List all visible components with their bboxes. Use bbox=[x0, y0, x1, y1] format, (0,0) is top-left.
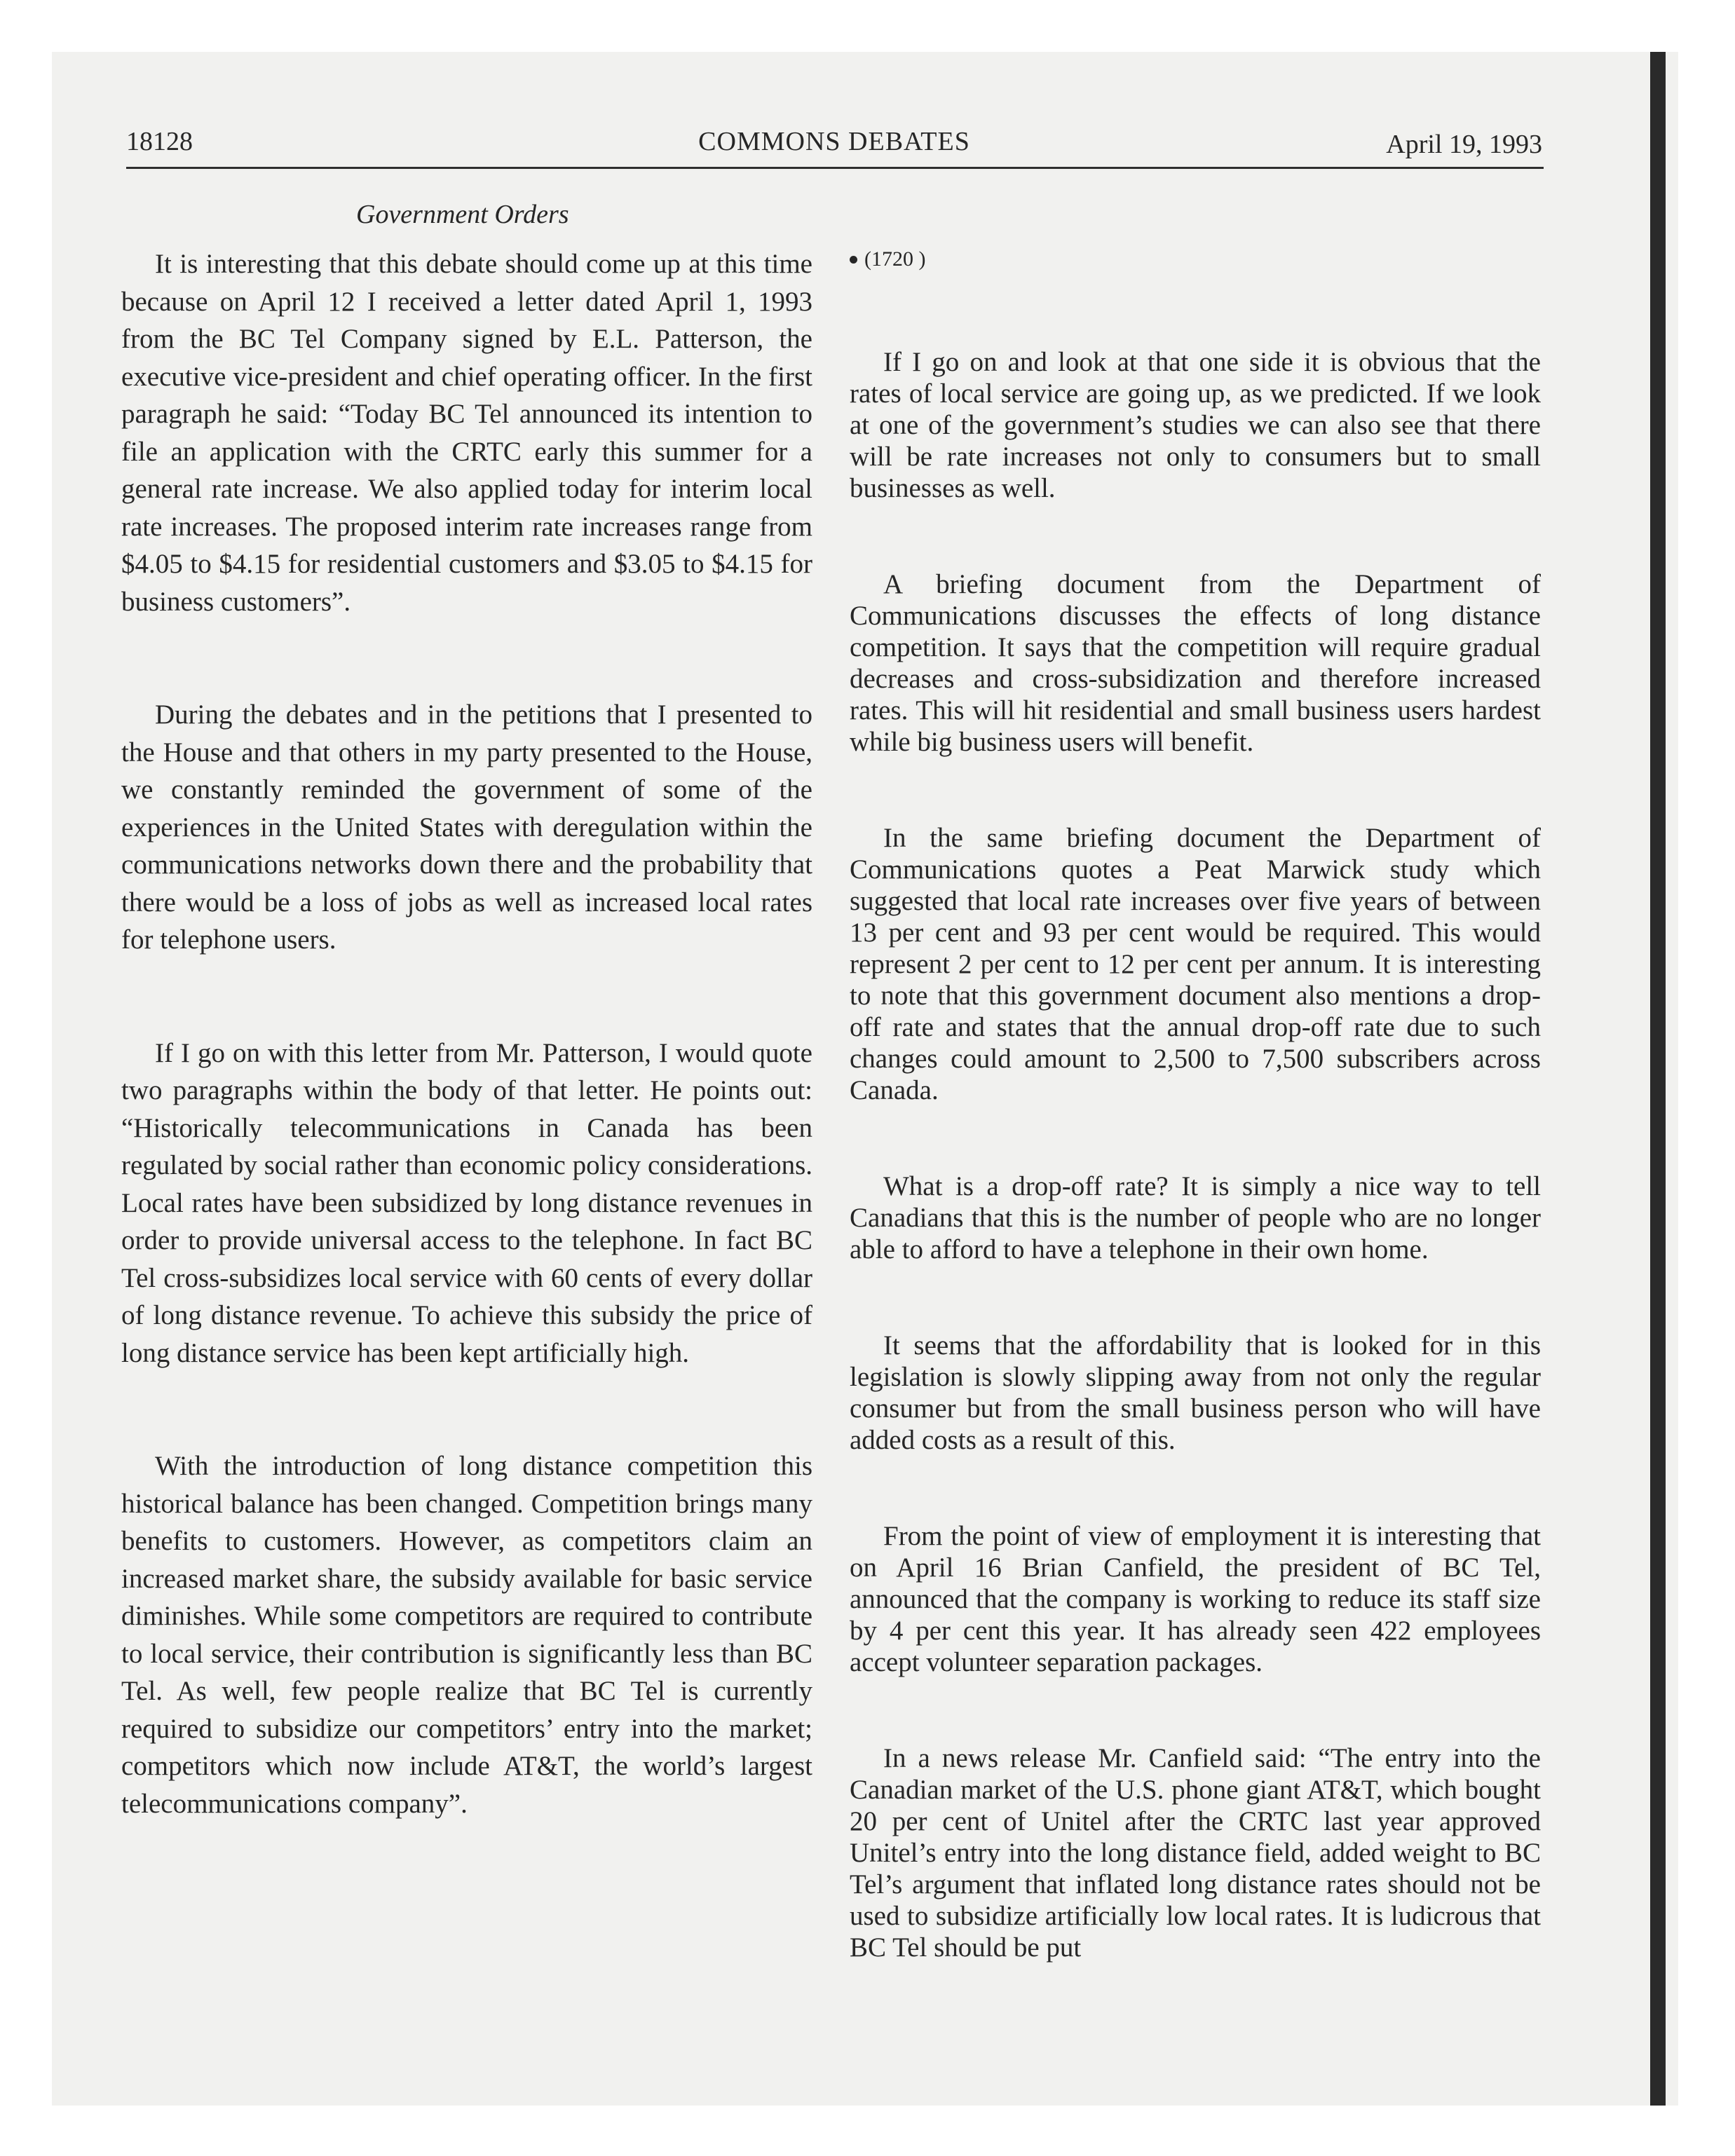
page-number: 18128 bbox=[126, 127, 193, 156]
section-title: Government Orders bbox=[356, 200, 569, 229]
bullet-icon bbox=[850, 256, 857, 264]
paragraph: What is a drop-off rate? It is simply a nice way to tell Canadians that this is the number of people who are no longer able to afford to have a telephone in their own home. bbox=[850, 1171, 1541, 1264]
paragraph: If I go on and look at that one side it is obvious that the rates of local service are going up, as we predicted. If we look at one of the government’s studies we can also see that there will be rate increases not only to consumers but to small businesses as well. bbox=[850, 347, 1541, 503]
paragraph: If I go on with this letter from Mr. Patterson, I would quote two paragraphs within the body of that letter. He points out: “Historically telecommunications in Canada has been regulated by social rather than economic policy considerations. Local rates have been subsidized by long distance revenues in order to provide universal access to the telephone. In fact BC Tel cross-subsidizes local service with 60 cents of every dollar of long distance revenue. To achieve this subsidy the price of long distance service has been kept artificially high. bbox=[121, 1037, 812, 1368]
header-divider bbox=[126, 167, 1544, 169]
paragraph: With the introduction of long distance competition this historical balance has been changed. Competition brings many benefits to customers. However, as competitors claim an increased market share, the subsidy available for basic service diminishes. While some competitors are required to contribute to local service, their contribution is significantly less than BC Tel. As well, few people realize that BC Tel is currently required to subsidize our competitors’ entry into the market; competitors which now include AT&T, the world’s largest telecommunications company”. bbox=[121, 1451, 812, 1819]
paragraph: It seems that the affordability that is looked for in this legislation is slowly slipping away from not only the regular consumer but from the small business person who will have added costs as a result of this. bbox=[850, 1330, 1541, 1455]
paragraph: It is interesting that this debate should come up at this time because on April 12 I received a letter dated April 1, 1993 from the BC Tel Company signed by E.L. Patterson, the executive vice-president and chief operating officer. In the first paragraph he said: “Today BC Tel announced its intention to file an application with the CRTC early this summer for a general rate increase. We also applied today for interim local rate increases. The proposed interim rate increases range from $4.05 to $4.15 for residential customers and $3.05 to $4.15 for business customers”. bbox=[121, 249, 812, 617]
paragraph: From the point of view of employment it is interesting that on April 16 Brian Canfield, the president of BC Tel, announced that the company is working to reduce its staff size by 4 per cent this year. It has already seen 422 employees accept volunteer separation packages. bbox=[850, 1521, 1541, 1677]
page-header bbox=[126, 126, 1542, 165]
left-column bbox=[121, 245, 812, 1822]
right-column bbox=[850, 245, 1541, 1963]
time-marker-label: (1720 ) bbox=[864, 247, 926, 271]
page-edge-shadow bbox=[1650, 52, 1666, 2106]
paragraph: In the same briefing document the Department of Communications quotes a Peat Marwick study which suggested that local rate increases over five years of between 13 per cent and 93 per cent would be required. This would represent 2 per cent to 12 per cent per annum. It is interesting to note that this government document also mentions a drop-off rate and states that the annual drop-off rate due to such changes could amount to 2,500 to 7,500 subscribers across Canada. bbox=[850, 823, 1541, 1105]
header-date: April 19, 1993 bbox=[1386, 130, 1542, 159]
publication-title: COMMONS DEBATES bbox=[698, 127, 970, 156]
time-marker bbox=[850, 245, 1541, 273]
paragraph: A briefing document from the Department of Communications discusses the effects of long distance competition. It says that the competition will require gradual decreases and cross-subsidization and therefore increased rates. This will hit residential and small business users hardest while big business users will benefit. bbox=[850, 569, 1541, 757]
paragraph: During the debates and in the petitions that I presented to the House and that others in my party presented to the House, we constantly reminded the government of some of the experiences in the United States with deregulation within the communications networks down there and the probability that there would be a loss of jobs as well as increased local rates for telephone users. bbox=[121, 700, 812, 955]
paragraph: In a news release Mr. Canfield said: “The entry into the Canadian market of the U.S. phone giant AT&T, which bought 20 per cent of Unitel after the CRTC last year approved Unitel’s entry into the long distance field, added weight to BC Tel’s argument that inflated long distance rates should not be used to subsidize artificially low local rates. It is ludicrous that BC Tel should be put bbox=[850, 1743, 1541, 1963]
